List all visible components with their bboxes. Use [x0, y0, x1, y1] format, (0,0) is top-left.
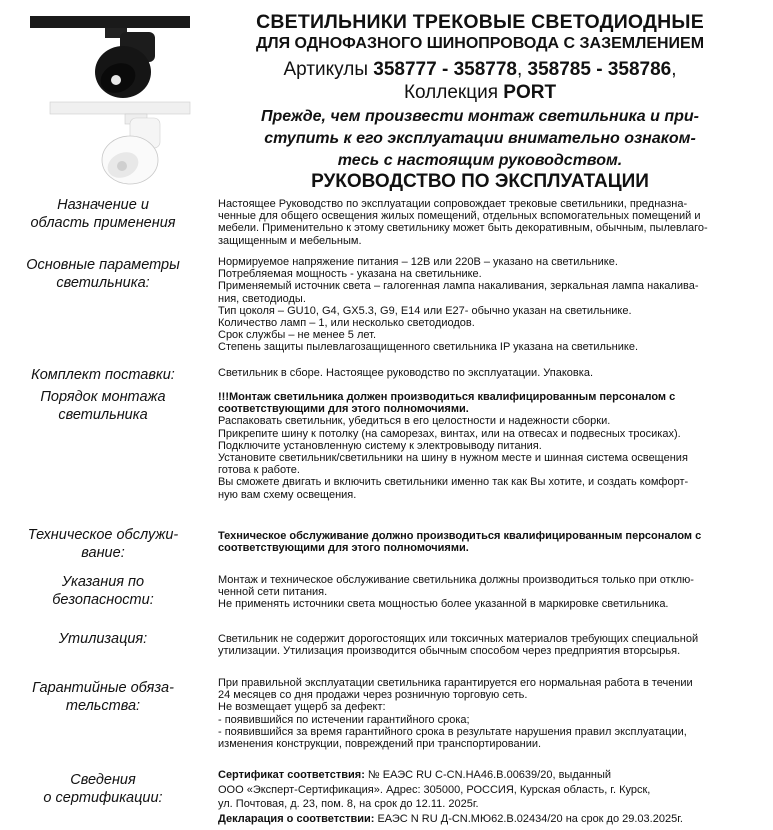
title-line-2: ДЛЯ ОДНОФАЗНОГО ШИНОПРОВОДА С ЗАЗЕМЛЕНИЕМ	[255, 35, 705, 52]
service-label: Техническое обслужи- вание:	[27, 527, 179, 561]
service-body: Техническое обслуживание должно производиться квалифицированным персоналом с соответствующими для этого полномочиями.	[218, 530, 702, 555]
warranty-label: Гарантийные обяза- тельства:	[32, 680, 174, 714]
safety-body: Монтаж и техническое обслуживание светильника должны производиться только при отклю- ченной сети питания. Не применять источники света мощностью более указанной в маркировке светильника.	[218, 574, 694, 611]
track-light-product-image	[30, 10, 200, 185]
white-track-light	[50, 102, 190, 184]
articles-line: Артикулы 358777 - 358778, 358785 - 358786,	[283, 59, 677, 80]
black-track-light	[30, 16, 190, 98]
manual-title: РУКОВОДСТВО ПО ЭКСПЛУАТАЦИИ	[311, 171, 649, 192]
title-block	[200, 10, 760, 192]
collection-line: Коллекция PORT	[403, 82, 557, 103]
disposal-label: Утилизация:	[58, 631, 148, 647]
cert-body: Сертификат соответствия: № ЕАЭС RU C-CN.HA46.B.00639/20, выданный ООО «Эксперт-Сертификация». Адрес: 305000, РОССИЯ, Курская область, г. Курск, ул. Почтовая, д. 23, пом. 8, на срок до 12.11. 2025г. Декларация о соответствии: ЕАЭС N RU Д-CN.МЮ62.В.02434/20 на срок до 29.03.2025г.	[218, 769, 683, 825]
title-line-1: СВЕТИЛЬНИКИ ТРЕКОВЫЕ СВЕТОДИОДНЫЕ	[256, 11, 704, 33]
cert-label: Сведения о сертификации:	[43, 772, 163, 806]
kit-label: Комплект поставки:	[31, 367, 175, 383]
warranty-body: При правильной эксплуатации светильника гарантируется его нормальная работа в течении 24 месяцев со дня продажи через розничную торговую сеть. Не возмещает ущерб за дефект: - появившийся по истечении гарантийного срока; - появившийся за время гарантийного срока в результате нарушения правил эксплуатации, изменения конструкции, повреждений при транспортировании.	[218, 677, 693, 751]
install-label: Порядок монтажа светильника	[40, 389, 166, 423]
purpose-label: Назначение и область применения	[30, 197, 176, 231]
params-label: Основные параметры светильника:	[26, 257, 180, 291]
safety-label: Указания по безопасности:	[52, 574, 154, 608]
disposal-body: Светильник не содержит дорогостоящих или токсичных материалов требующих специальной утилизации. Утилизация производится обычным способом через предприятия вторсырья.	[218, 633, 699, 658]
purpose-body: Настоящее Руководство по эксплуатации сопровождает трековые светильники, предназна- ченные для общего освещения жилых помещений, отдельных вспомогательных помещений и мебели. Применительно к этому светильнику может быть декоративным, обычным, пылевлаго- защищенным и мебельным.	[218, 198, 708, 247]
kit-body: Светильник в сборе. Настоящее руководство по эксплуатации. Упаковка.	[218, 367, 593, 379]
header	[0, 0, 773, 192]
warning-text: Прежде, чем произвести монтаж светильника и при- ступить к его эксплуатации внимательно ознаком- тесь с настоящим руководством.	[261, 108, 699, 169]
install-body: !!!Монтаж светильника должен производиться квалифицированным персоналом с соответствующими для этого полномочиями. Распаковать светильник, убедиться в его целостности и надежности сборки. Прикрепите шину к потолку (на саморезах, винтах, или на отвесах и подвесных тросиках). Подключите установленную систему к электровыводу питания. Установите светильник/светильники на шину в нужном месте и шинная система освещения готова к работе. Вы сможете двигать и включить светильники именно так как Вы хотите, и создать комфорт- ную вам схему освещения.	[218, 391, 689, 501]
params-body: Нормируемое напряжение питания – 12В или 220В – указано на светильнике. Потребляемая мощность - указана на светильнике. Применяемый источник света – галогенная лампа накаливания, зеркальная лампа накалива- ния, светодиоды. Тип цоколя – GU10, G4, GX5.3, G9, E14 или E27- обычно указан на светильнике. Количество ламп – 1, или несколько светодиодов. Срок службы – не менее 5 лет. Степень защиты пылевлагозащищенного светильника IP указана на светильнике.	[218, 256, 699, 354]
